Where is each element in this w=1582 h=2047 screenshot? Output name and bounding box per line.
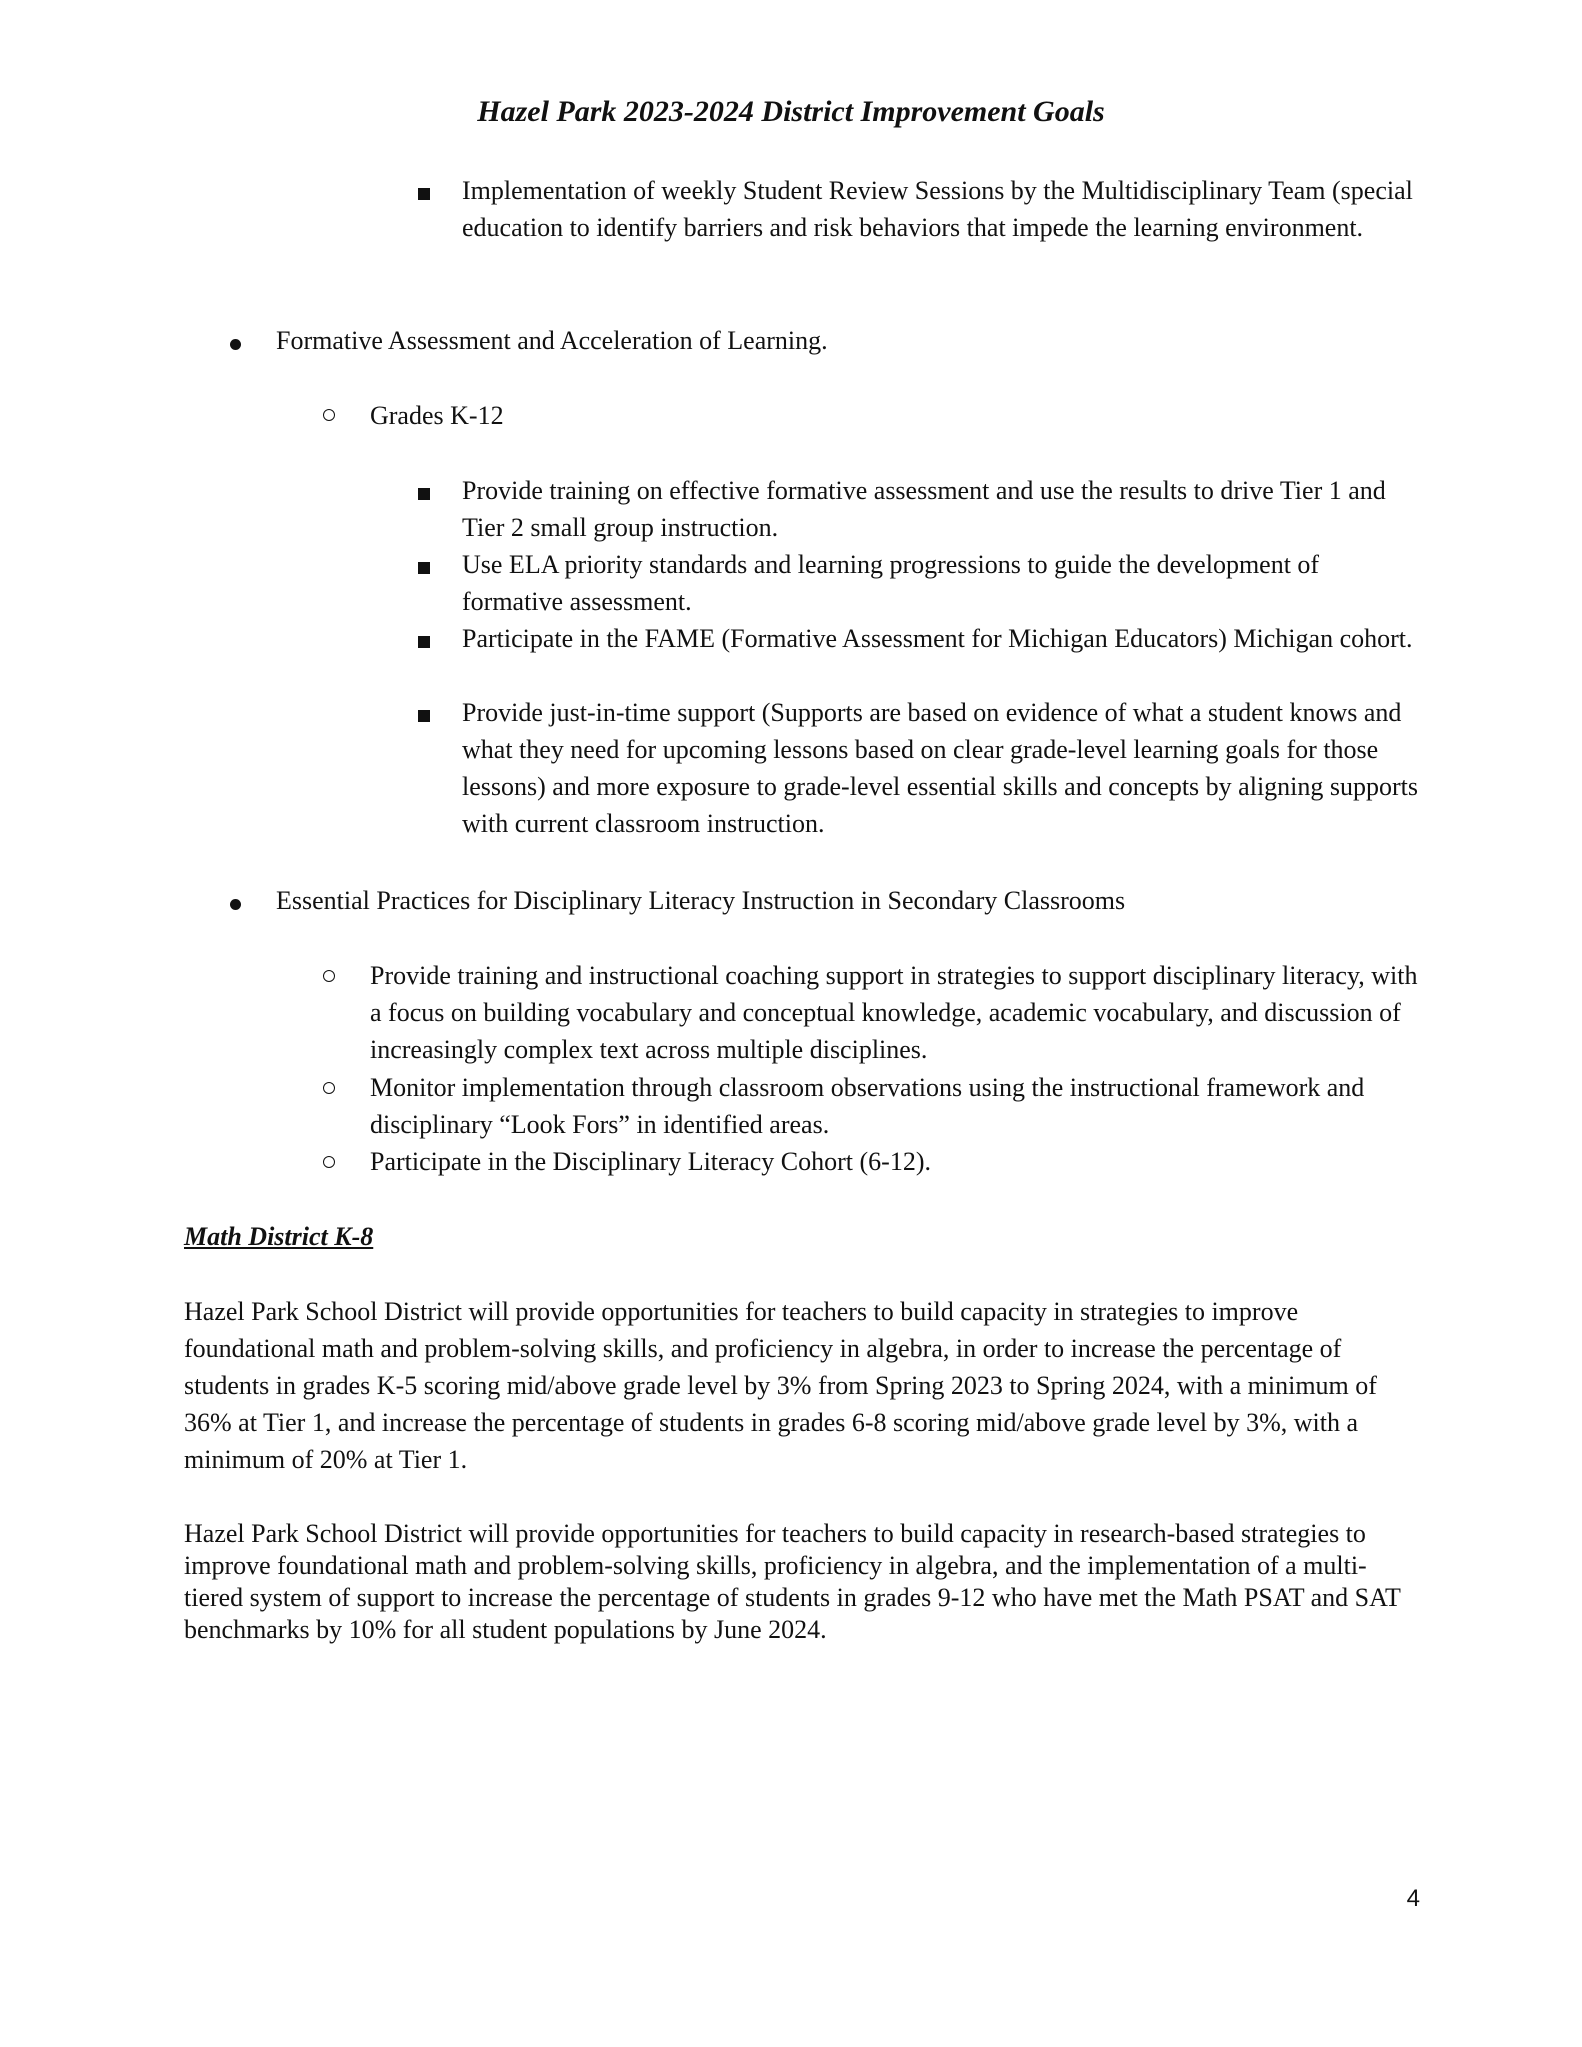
page-title: Hazel Park 2023-2024 District Improvement Goals	[477, 95, 1105, 128]
list-item: Monitor implementation through classroom observations using the instructional framework and disciplinary “Look Fors” in identified areas.	[370, 1073, 1365, 1139]
list-item: Participate in the Disciplinary Literacy Cohort (6-12).	[370, 1147, 931, 1176]
square-bullet-icon	[418, 710, 430, 722]
section-heading-math: Math District K-8	[184, 1222, 374, 1251]
circle-bullet-icon	[323, 409, 335, 421]
square-bullet-icon	[418, 488, 430, 500]
circle-bullet-icon	[323, 970, 335, 982]
sub-label-grades: Grades K-12	[370, 401, 504, 430]
math-paragraph-1: Hazel Park School District will provide opportunities for teachers to build capacity in strategies to improve foundational math and problem-solving skills, and proficiency in algebra, in order to increase the percentage of students in grades K-5 scoring mid/above grade level by 3% from Spring 2023 to Spring 2024, with a minimum of 36% at Tier 1, and increase the percentage of students in grades 6-8 scoring mid/above grade level by 3%, with a minimum of 20% at Tier 1.	[184, 1297, 1377, 1474]
math-paragraph-2: Hazel Park School District will provide opportunities for teachers to build capacity in research-based strategies to improve foundational math and problem-solving skills, proficiency in algebra, and the implementation of a multi-tiered system of support to increase the percentage of students in grades 9-12 who have met the Math PSAT and SAT benchmarks by 10% for all student populations by June 2024.	[184, 1519, 1401, 1644]
list-item: Provide just-in-time support (Supports are based on evidence of what a student knows and what they need for upcoming lessons based on clear grade-level learning goals for those lessons) and more exposure to grade-level essential skills and concepts by aligning supports with current classroom instruction.	[462, 698, 1419, 838]
circle-bullet-icon	[323, 1082, 335, 1094]
section-label-formative: Formative Assessment and Acceleration of Learning.	[276, 326, 828, 355]
circle-bullet-icon	[323, 1156, 335, 1168]
square-bullet-icon	[418, 188, 430, 200]
list-item: Implementation of weekly Student Review Sessions by the Multidisciplinary Team (special education to identify barriers and risk behaviors that impede the learning environment.	[462, 176, 1413, 242]
list-item: Use ELA priority standards and learning progressions to guide the development of formative assessment.	[462, 550, 1320, 616]
list-item: Provide training and instructional coaching support in strategies to support disciplinary literacy, with a focus on building vocabulary and conceptual knowledge, academic vocabulary, and discussion of increasingly complex text across multiple disciplines.	[370, 961, 1418, 1064]
square-bullet-icon	[418, 636, 430, 648]
disc-bullet-icon	[230, 339, 241, 350]
list-item: Participate in the FAME (Formative Assessment for Michigan Educators) Michigan cohort.	[462, 624, 1413, 653]
disc-bullet-icon	[230, 899, 241, 910]
square-bullet-icon	[418, 562, 430, 574]
page-number: 4	[1406, 1885, 1420, 1912]
list-item: Provide training on effective formative assessment and use the results to drive Tier 1 and Tier 2 small group instruction.	[462, 476, 1386, 542]
section-label-disciplinary: Essential Practices for Disciplinary Literacy Instruction in Secondary Classrooms	[276, 886, 1126, 915]
